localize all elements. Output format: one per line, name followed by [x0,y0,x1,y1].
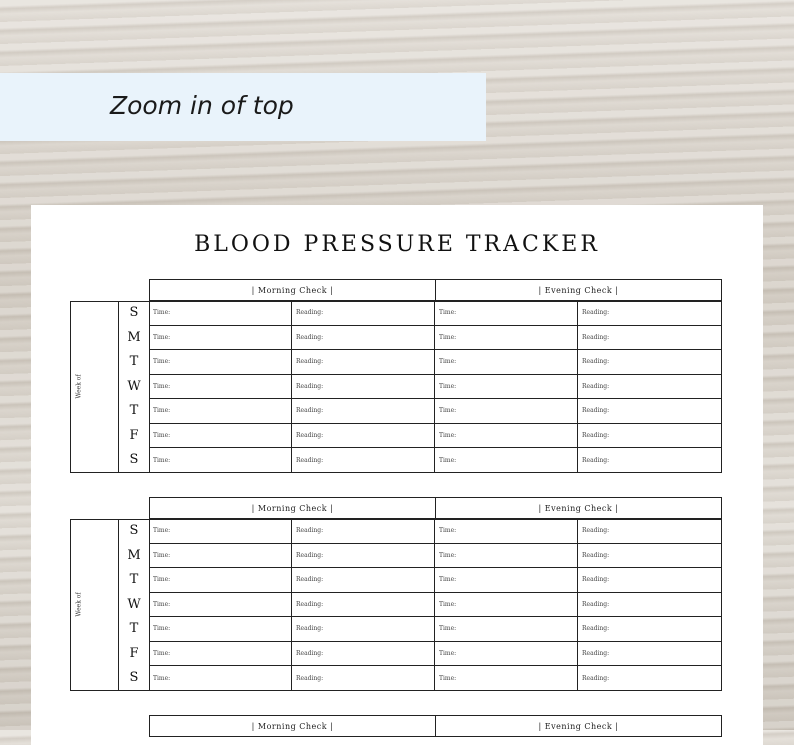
evening-time-cell[interactable]: Time: [435,666,578,691]
evening-time-cell[interactable]: Time: [435,399,578,424]
evening-check-header: | Evening Check | [435,715,722,737]
morning-reading-cell[interactable]: Reading: [292,326,435,351]
morning-time-cell[interactable]: Time: [149,593,292,618]
morning-time-cell[interactable]: Time: [149,424,292,449]
evening-reading-cell[interactable]: Reading: [578,617,722,642]
morning-reading-cell[interactable]: Reading: [292,568,435,593]
evening-time-cell[interactable]: Time: [435,642,578,667]
morning-reading-cell[interactable]: Reading: [292,399,435,424]
morning-time-cell[interactable]: Time: [149,519,292,544]
morning-time-cell[interactable]: Time: [149,375,292,400]
evening-reading-cell[interactable]: Reading: [578,375,722,400]
morning-reading-cell[interactable]: Reading: [292,375,435,400]
morning-time-cell[interactable]: Time: [149,617,292,642]
day-letter: S [129,305,139,320]
morning-reading-cell[interactable]: Reading: [292,350,435,375]
day-letter: T [129,403,139,418]
morning-check-header: | Morning Check | [149,279,436,301]
evening-time-cell[interactable]: Time: [435,350,578,375]
day-letter: W [127,378,141,394]
evening-time-cell[interactable]: Time: [435,375,578,400]
evening-reading-cell[interactable]: Reading: [578,642,722,667]
evening-reading-cell[interactable]: Reading: [578,326,722,351]
morning-time-cell[interactable]: Time: [149,326,292,351]
morning-reading-cell[interactable]: Reading: [292,666,435,691]
day-letter: S [129,523,139,538]
morning-time-cell[interactable]: Time: [149,350,292,375]
evening-time-cell[interactable]: Time: [435,301,578,326]
day-letter: T [129,621,139,636]
evening-time-cell[interactable]: Time: [435,593,578,618]
morning-check-header: | Morning Check | [149,497,436,519]
page-title: BLOOD PRESSURE TRACKER [194,232,600,257]
morning-reading-cell[interactable]: Reading: [292,519,435,544]
caption-banner [0,73,486,141]
morning-time-cell[interactable]: Time: [149,544,292,569]
evening-check-header: | Evening Check | [435,279,722,301]
morning-time-cell[interactable]: Time: [149,642,292,667]
day-letter: F [129,427,139,443]
evening-check-header: | Evening Check | [435,497,722,519]
evening-time-cell[interactable]: Time: [435,424,578,449]
evening-time-cell[interactable]: Time: [435,448,578,473]
day-letter: S [129,670,139,685]
morning-reading-cell[interactable]: Reading: [292,642,435,667]
morning-time-cell[interactable]: Time: [149,301,292,326]
day-letter: M [127,547,141,563]
evening-reading-cell[interactable]: Reading: [578,544,722,569]
caption-text: Zoom in of top [110,91,294,120]
day-letter: M [127,329,141,345]
morning-reading-cell[interactable]: Reading: [292,544,435,569]
evening-time-cell[interactable]: Time: [435,568,578,593]
morning-time-cell[interactable]: Time: [149,568,292,593]
morning-check-header: | Morning Check | [149,715,436,737]
morning-reading-cell[interactable]: Reading: [292,448,435,473]
morning-reading-cell[interactable]: Reading: [292,593,435,618]
morning-reading-cell[interactable]: Reading: [292,617,435,642]
morning-reading-cell[interactable]: Reading: [292,424,435,449]
morning-time-cell[interactable]: Time: [149,399,292,424]
evening-reading-cell[interactable]: Reading: [578,519,722,544]
evening-time-cell[interactable]: Time: [435,326,578,351]
evening-time-cell[interactable]: Time: [435,519,578,544]
day-letter: S [129,452,139,467]
day-letter: W [127,596,141,612]
evening-reading-cell[interactable]: Reading: [582,456,610,464]
day-letter: T [129,354,139,369]
morning-time-cell[interactable]: Time: [149,448,292,473]
day-letter: T [129,572,139,587]
evening-reading-cell[interactable]: Reading: [578,424,722,449]
evening-reading-cell[interactable]: Reading: [582,674,610,682]
evening-reading-cell[interactable]: Reading: [578,568,722,593]
morning-time-cell[interactable]: Time: [149,666,292,691]
evening-reading-cell[interactable]: Reading: [578,350,722,375]
evening-reading-cell[interactable]: Reading: [578,301,722,326]
day-letter: F [129,645,139,661]
evening-reading-cell[interactable]: Reading: [578,593,722,618]
evening-reading-cell[interactable]: Reading: [578,399,722,424]
evening-time-cell[interactable]: Time: [435,617,578,642]
morning-reading-cell[interactable]: Reading: [292,301,435,326]
evening-time-cell[interactable]: Time: [435,544,578,569]
